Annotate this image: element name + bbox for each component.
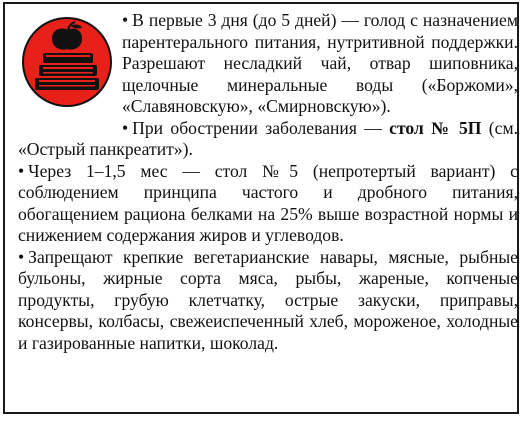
bullet: • xyxy=(122,117,129,138)
paragraph-3 xyxy=(18,161,518,247)
paragraph-text-post: (см. «Острый панкреатит»). xyxy=(18,117,518,159)
paragraph-text: Через 1–1,5 мес — стол №5 (непротертый вариант) с соблюдением принципа частого и дробного питания, обогащением рациона белками на 25% выше возрастной нормы и снижением содержания жиров и углеводов. xyxy=(18,160,518,245)
bullet: • xyxy=(18,246,25,267)
diet-table-label: стол № 5П xyxy=(389,117,482,138)
paragraph-text-pre: При обострении заболевания — xyxy=(132,117,390,138)
paragraph-text: Запрещают крепкие вегетарианские навары, мясные, рыбные бульоны, жирные сорта мяса, рыбы, жареные, копченые продукты, грубую клетчатку, острые закуски, приправы, консервы, колбасы, свежеиспеченный хлеб, мороженое, холодные и газированные напитки, шоколад. xyxy=(18,246,518,353)
paragraph-4 xyxy=(18,247,518,355)
paragraph-text: В первые 3 дня (до 5 дней) — голод с назначением парентерального питания, нутритивной поддержки. Разрешают несладкий чай, отвар шиповника, щелочные минеральные воды («Боржоми», «Славяновскую», «Смирновскую»). xyxy=(122,10,518,116)
text-body xyxy=(18,10,518,354)
bullet: • xyxy=(122,10,129,30)
info-box xyxy=(3,2,519,414)
bullet: • xyxy=(18,160,25,181)
